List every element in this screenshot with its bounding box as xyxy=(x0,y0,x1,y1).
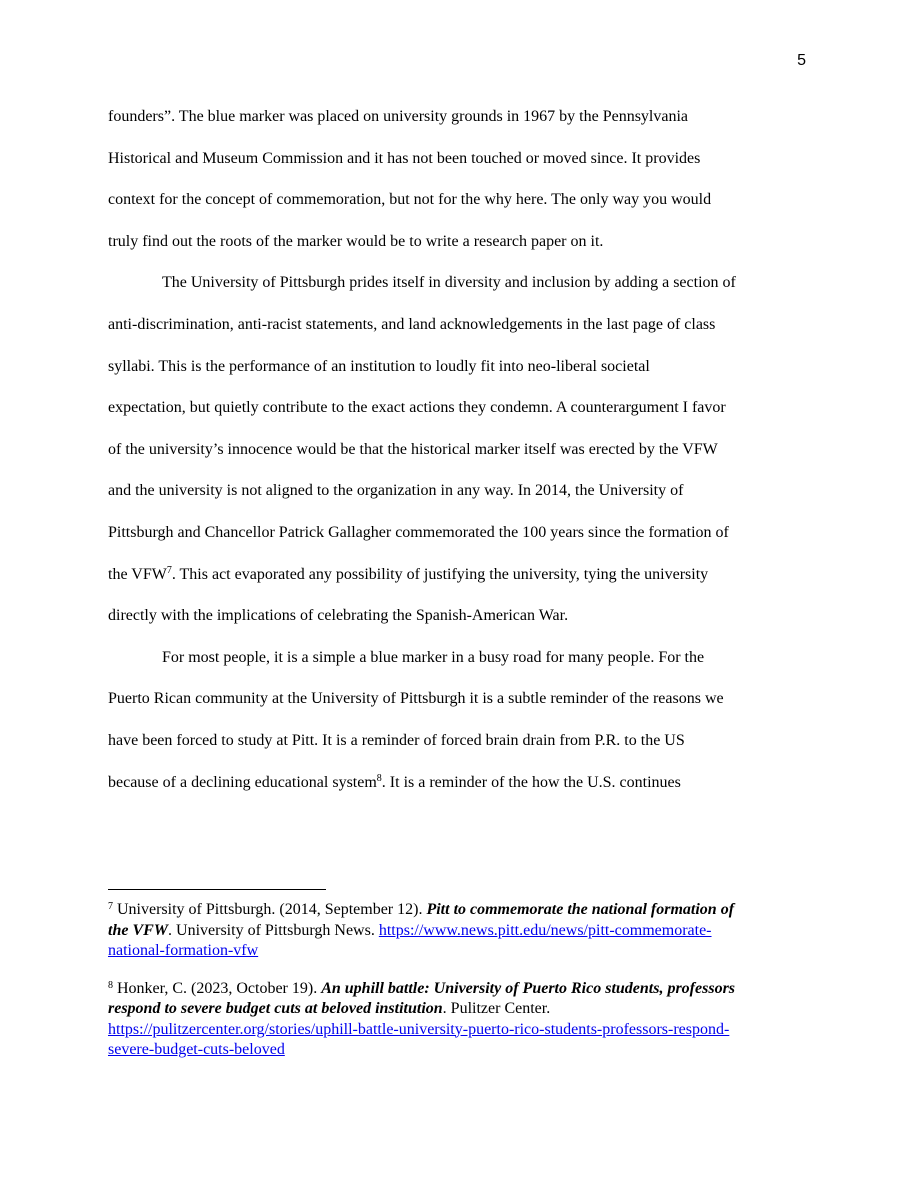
line-text: . It is a reminder of the how the U.S. continues xyxy=(381,773,681,791)
footnote-8 xyxy=(108,979,812,1061)
paragraph-line: context for the concept of commemoration, but not for the why here. The only way you would xyxy=(108,191,712,209)
paragraph-line: syllabi. This is the performance of an institution to loudly fit into neo-liberal societal xyxy=(108,357,650,375)
paragraph-line: anti-discrimination, anti-racist statements, and land acknowledgements in the last page of class xyxy=(108,315,716,333)
paragraph-line: Puerto Rican community at the University of Pittsburgh it is a subtle reminder of the reasons we xyxy=(108,690,724,708)
footnotes xyxy=(108,900,812,1078)
body-text xyxy=(108,96,812,803)
page-number: 5 xyxy=(797,52,806,69)
paragraph-line: expectation, but quietly contribute to the exact actions they condemn. A counterargument I favor xyxy=(108,399,726,417)
footnote-marker: 7 xyxy=(108,901,113,912)
footnote-title: the VFW xyxy=(108,921,169,939)
footnote-separator xyxy=(108,889,326,890)
paragraph-line: and the university is not aligned to the organization in any way. In 2014, the University of xyxy=(108,482,684,500)
paragraph-line: of the university’s innocence would be that the historical marker itself was erected by the VFW xyxy=(108,440,718,458)
footnote-ref-8[interactable]: 8 xyxy=(376,772,382,784)
line-text: because of a declining educational system xyxy=(108,773,377,791)
footnote-ref-7[interactable]: 7 xyxy=(166,564,172,576)
footnote-marker: 8 xyxy=(108,979,113,991)
paragraph-line: For most people, it is a simple a blue marker in a busy road for many people. For the xyxy=(162,648,705,666)
paragraph-line: have been forced to study at Pitt. It is a reminder of forced brain drain from P.R. to the US xyxy=(108,731,685,749)
footnote-link[interactable]: https://www.news.pitt.edu/news/pitt-commemorate- xyxy=(378,921,712,939)
line-text: the VFW xyxy=(108,565,167,583)
footnote-publisher: . University of Pittsburgh News. xyxy=(168,921,379,939)
footnote-title: An uphill battle: University of Puerto Rico students, professors xyxy=(321,979,736,997)
paragraph-line xyxy=(108,554,812,596)
footnote-link[interactable]: severe-budget-cuts-beloved xyxy=(108,1041,285,1058)
paragraph-line: Historical and Museum Commission and it has not been touched or moved since. It provides xyxy=(108,149,701,167)
paragraph-line: Pittsburgh and Chancellor Patrick Gallagher commemorated the 100 years since the formation of xyxy=(108,523,729,541)
paragraph-line: The University of Pittsburgh prides itself in diversity and inclusion by adding a section of xyxy=(162,274,736,292)
footnote-publisher: . Pulitzer Center. xyxy=(442,1000,551,1017)
footnote-author: University of Pittsburgh. (2014, September 12). xyxy=(113,901,427,918)
footnote-link[interactable]: national-formation-vfw xyxy=(108,942,259,959)
paragraph-line: truly find out the roots of the marker would be to write a research paper on it. xyxy=(108,232,604,250)
paragraph-line xyxy=(108,762,812,804)
footnote-7 xyxy=(108,900,812,962)
footnote-title: respond to severe budget cuts at beloved institution xyxy=(108,1000,443,1017)
footnote-title: Pitt to commemorate the national formation of xyxy=(426,901,735,918)
line-text: . This act evaporated any possibility of justifying the university, tying the university xyxy=(171,565,709,583)
paragraph-line: founders”. The blue marker was placed on university grounds in 1967 by the Pennsylvania xyxy=(108,108,689,125)
paragraph-line: directly with the implications of celebrating the Spanish-American War. xyxy=(108,607,569,625)
footnote-link[interactable]: https://pulitzercenter.org/stories/uphill-battle-university-puerto-rico-students-professors-respond- xyxy=(108,1020,730,1038)
footnote-author: Honker, C. (2023, October 19). xyxy=(113,979,322,997)
